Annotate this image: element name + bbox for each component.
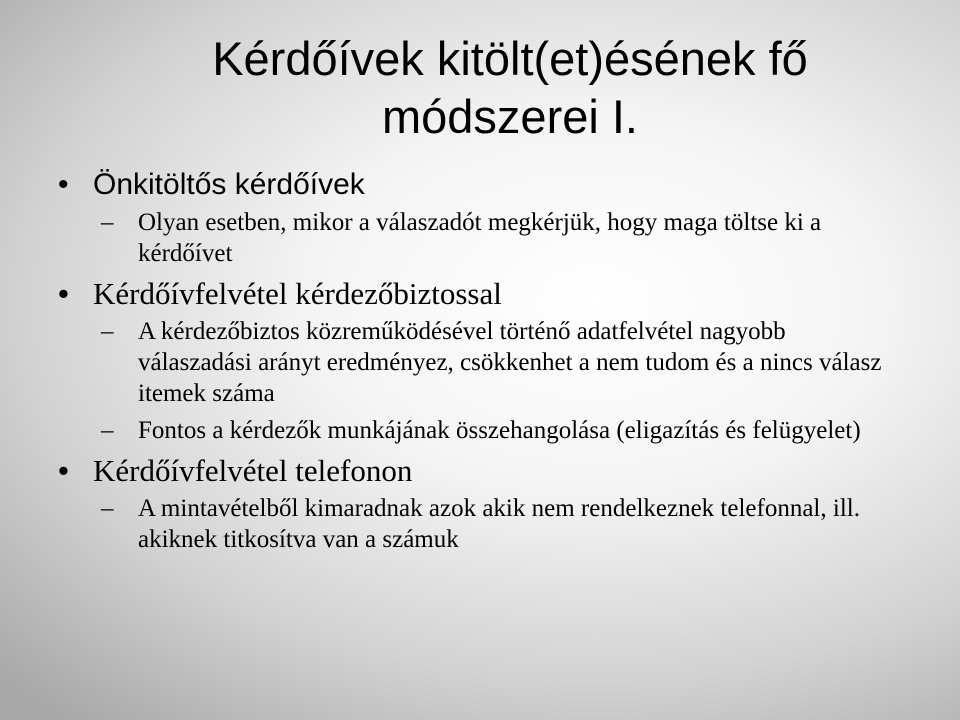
bullet-text: Kérdőívfelvétel telefonon — [93, 453, 413, 488]
sub-bullet-text: A kérdezőbiztos közreműködésével történő adatfelvétel nagyobb válaszadási arányt eredményez, csökkenhet a nem tudom és a nincs válasz itemek száma — [138, 318, 882, 407]
slide-title-line-1: Kérdőívek kitölt(et)ésének fő — [212, 32, 808, 85]
dash-icon: – — [101, 495, 114, 522]
bullet-text: Önkitöltős kérdőívek — [93, 168, 365, 201]
bullet-icon: • — [58, 168, 69, 201]
bullet-icon: • — [58, 453, 69, 488]
dash-icon: – — [101, 417, 114, 444]
bullet-item — [0, 452, 960, 490]
sub-bullet-item — [0, 415, 960, 446]
sub-bullet-item — [0, 207, 960, 269]
sub-bullet-item — [0, 493, 960, 555]
sub-bullet-text: Fontos a kérdezők munkájának összehangolása (eligazítás és felügyelet) — [138, 417, 861, 444]
sub-bullet-text: A mintavételből kimaradnak azok akik nem rendelkeznek telefonnal, ill. akiknek titkosítva van a számuk — [138, 495, 860, 553]
slide-title-line-2: módszerei I. — [382, 90, 638, 143]
dash-icon: – — [101, 209, 114, 236]
bullet-icon: • — [58, 276, 69, 311]
sub-bullet-text: Olyan esetben, mikor a válaszadót megkérjük, hogy maga töltse ki a kérdőívet — [138, 209, 822, 267]
dash-icon: – — [101, 318, 114, 345]
sub-bullet-item — [0, 316, 960, 409]
bullet-item — [0, 275, 960, 313]
bullet-list — [0, 166, 960, 561]
bullet-text: Kérdőívfelvétel kérdezőbiztossal — [93, 276, 502, 311]
slide-title — [120, 30, 900, 146]
bullet-item — [0, 166, 960, 204]
